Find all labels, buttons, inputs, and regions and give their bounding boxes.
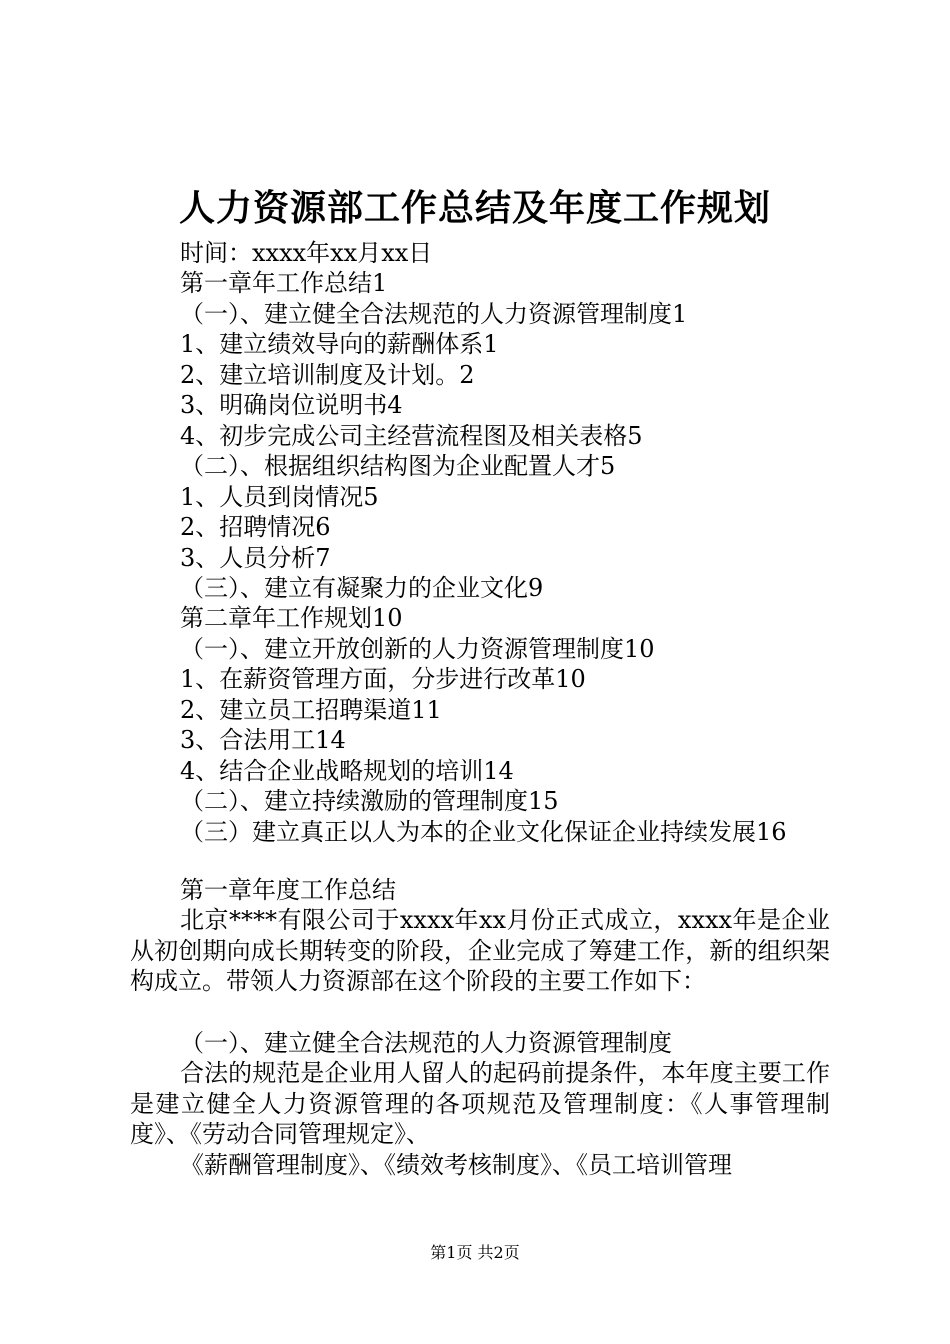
toc-entry: （一）、建立健全合法规范的人力资源管理制度1	[180, 300, 688, 328]
toc-entry: 3、合法用工14	[180, 726, 346, 754]
chapter-heading: 第一章年度工作总结	[180, 876, 396, 904]
section-paragraph: 合法的规范是企业用人留人的起码前提条件，本年度主要工作是建立健全人力资源管理的各项规范及管理制度：《人事管理制度》、《劳动合同管理规定》、	[130, 1059, 830, 1148]
toc-entry: 3、明确岗位说明书4	[180, 391, 403, 419]
toc-entry: 2、建立培训制度及计划。2	[180, 361, 475, 389]
intro-paragraph: 北京****有限公司于xxxx年xx月份正式成立，xxxx年是企业从初创期向成长期转变的阶段，企业完成了筹建工作，新的组织架构成立。带领人力资源部在这个阶段的主要工作如下：	[130, 906, 830, 995]
toc-entry: 1、人员到岗情况5	[180, 483, 379, 511]
date-line: 时间：xxxx年xx月xx日	[180, 239, 433, 267]
toc-entry: 1、在薪资管理方面，分步进行改革10	[180, 665, 586, 693]
toc-entry: 2、建立员工招聘渠道11	[180, 696, 442, 724]
section-paragraph-continuation: 《薪酬管理制度》、《绩效考核制度》、《员工培训管理	[180, 1151, 732, 1179]
toc-entry: 4、初步完成公司主经营流程图及相关表格5	[180, 422, 643, 450]
toc-entry: 3、人员分析7	[180, 544, 331, 572]
toc-entry: 4、结合企业战略规划的培训14	[180, 757, 514, 785]
toc-entry: 2、招聘情况6	[180, 513, 331, 541]
page-number: 第1页 共2页	[430, 1243, 520, 1262]
toc-entry: 第一章年工作总结1	[180, 269, 388, 297]
document-title: 人力资源部工作总结及年度工作规划	[178, 187, 771, 229]
toc-entry: （二）、建立持续激励的管理制度15	[180, 787, 559, 815]
toc-entry: 1、建立绩效导向的薪酬体系1	[180, 330, 499, 358]
section-heading: （一）、建立健全合法规范的人力资源管理制度	[180, 1029, 672, 1057]
toc-entry: （一）、建立开放创新的人力资源管理制度10	[180, 635, 655, 663]
toc-entry: （三）、建立有凝聚力的企业文化9	[180, 574, 544, 602]
toc-entry: （三）建立真正以人为本的企业文化保证企业持续发展16	[180, 818, 787, 846]
toc-entry: 第二章年工作规划10	[180, 604, 403, 632]
toc-entry: （二）、根据组织结构图为企业配置人才5	[180, 452, 616, 480]
